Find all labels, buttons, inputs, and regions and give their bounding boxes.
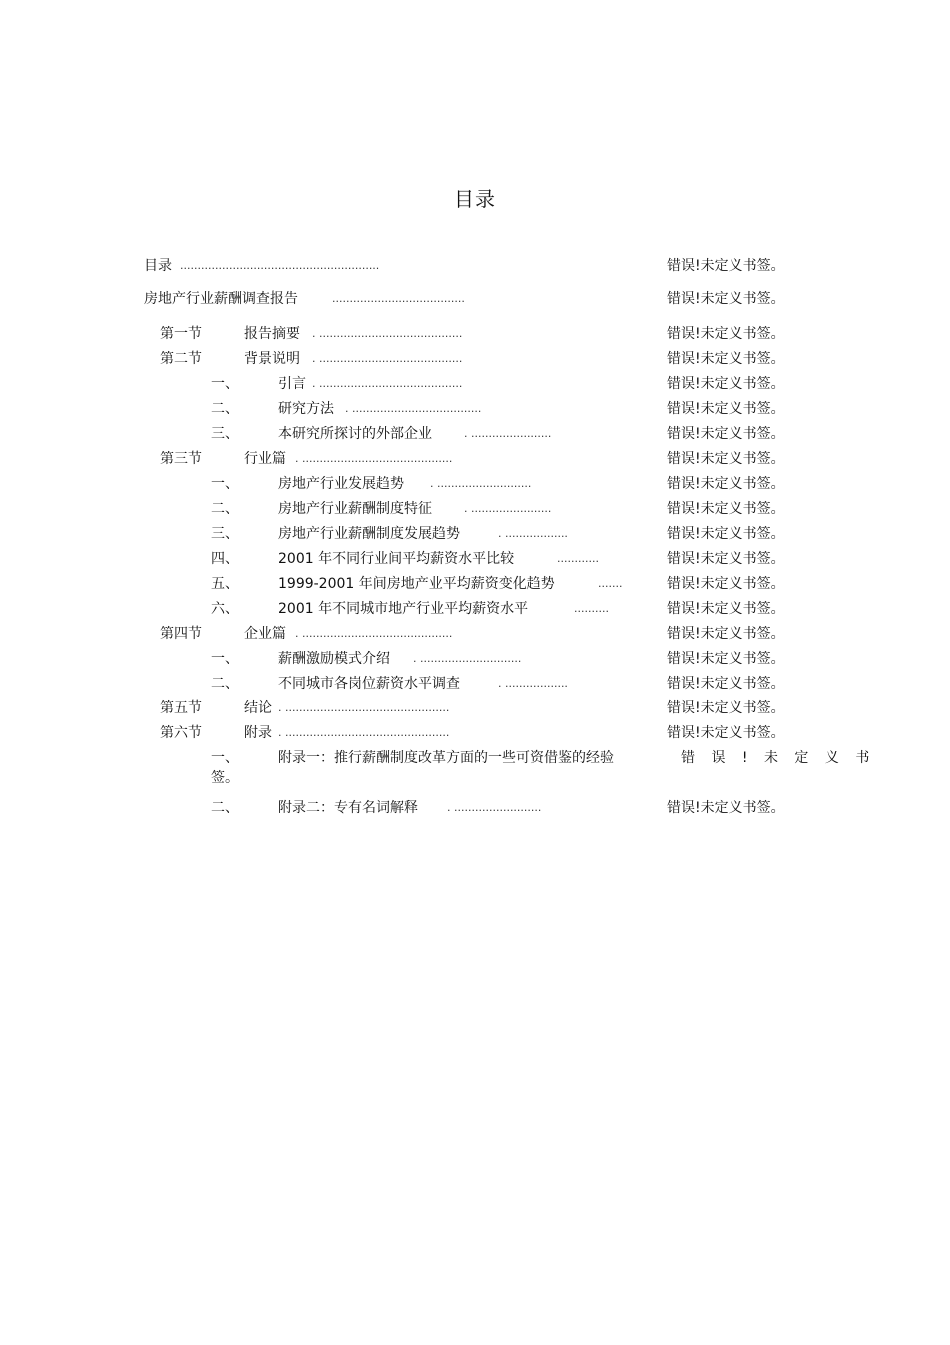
toc-leader-dots: . ......................................... [312, 377, 463, 390]
toc-entry-subsection[interactable] [0, 374, 950, 394]
toc-page-ref: 错误!未定义书签。 [667, 576, 785, 592]
toc-subsection-number: 二、 [211, 501, 239, 517]
toc-page-ref: 错误!未定义书签。 [667, 291, 785, 307]
toc-page-ref: 错误!未定义书签。 [667, 351, 785, 367]
toc-section-number: 第一节 [160, 326, 202, 342]
toc-page-ref: 错误!未定义书签。 [667, 401, 785, 417]
toc-entry-title: 本研究所探讨的外部企业 [278, 426, 432, 442]
toc-subsection-number: 一、 [211, 476, 239, 492]
toc-page-ref: 错误!未定义书签。 [667, 651, 785, 667]
toc-entry-subsection[interactable] [0, 499, 950, 519]
toc-section-number: 第六节 [160, 725, 202, 741]
toc-entry-title: 2001 年不同城市地产行业平均薪资水平 [278, 601, 529, 617]
toc-entry-title: 目录 [144, 258, 172, 274]
toc-leader-dots: . ......................................... [312, 327, 463, 340]
toc-subsection-number: 一、 [211, 750, 239, 766]
toc-entry-contents[interactable] [0, 256, 950, 276]
toc-subsection-number: 一、 [211, 651, 239, 667]
toc-leader-dots: ......................................................... [180, 259, 380, 272]
toc-subsection-number: 四、 [211, 551, 239, 567]
toc-subsection-number: 二、 [211, 676, 239, 692]
toc-entry-title: 行业篇 [244, 451, 286, 467]
toc-page-ref: 错误!未定义书签。 [667, 800, 785, 816]
toc-leader-dots: ...................................... [332, 292, 465, 305]
toc-leader-dots: ............ [557, 552, 599, 565]
toc-entry-title: 企业篇 [244, 626, 286, 642]
toc-entry-title: 背景说明 [244, 351, 300, 367]
toc-page-ref: 错误!未定义书签。 [667, 551, 785, 567]
toc-section-number: 第二节 [160, 351, 202, 367]
toc-entry-subsection[interactable] [0, 474, 950, 494]
toc-page-ref: 错误!未定义书签。 [667, 526, 785, 542]
toc-page-ref: 错误!未定义书签。 [667, 725, 785, 741]
toc-entry-subsection[interactable] [0, 549, 950, 569]
toc-entry-section-3[interactable] [0, 449, 950, 469]
toc-section-number: 第四节 [160, 626, 202, 642]
toc-leader-dots: . .................. [498, 677, 568, 690]
toc-entry-subsection[interactable] [0, 674, 950, 694]
toc-entry-title: 1999-2001 年间房地产业平均薪资变化趋势 [278, 576, 555, 592]
toc-page-ref: 错误!未定义书签。 [667, 626, 785, 642]
toc-page-ref: 错误!未定义书签。 [667, 676, 785, 692]
toc-subsection-number: 五、 [211, 576, 239, 592]
toc-page-ref: 错误!未定义书签。 [667, 426, 785, 442]
toc-entry-subsection[interactable] [0, 574, 950, 594]
toc-entry-subsection[interactable] [0, 424, 950, 444]
toc-entry-subsection[interactable] [0, 399, 950, 419]
toc-entry-title: 结论 [244, 700, 272, 716]
toc-entry-title: 不同城市各岗位薪资水平调查 [278, 676, 460, 692]
toc-page-ref: 错误!未定义书签。 [667, 326, 785, 342]
toc-leader-dots: . ........................... [430, 477, 532, 490]
toc-entry-section-6[interactable] [0, 723, 950, 743]
toc-entry-title: 房地产行业薪酬制度特征 [278, 501, 432, 517]
toc-entry-title: 附录二：专有名词解释 [278, 800, 418, 816]
toc-entry-report[interactable] [0, 289, 950, 309]
toc-page-ref: 错误!未定义书签。 [667, 451, 785, 467]
toc-section-number: 第三节 [160, 451, 202, 467]
toc-entry-section-1[interactable] [0, 324, 950, 344]
toc-page-ref-continuation: 签。 [211, 770, 239, 786]
toc-leader-dots: . .................. [498, 527, 568, 540]
toc-leader-dots: . ........................................... [295, 452, 453, 465]
page-title: 目录 [454, 187, 496, 211]
toc-entry-title: 附录 [244, 725, 272, 741]
toc-subsection-number: 二、 [211, 401, 239, 417]
toc-leader-dots: . ......................... [447, 801, 542, 814]
toc-entry-subsection[interactable] [0, 524, 950, 544]
toc-subsection-number: 一、 [211, 376, 239, 392]
toc-entry-subsection[interactable] [0, 599, 950, 619]
toc-subsection-number: 三、 [211, 426, 239, 442]
toc-leader-dots: .......... [574, 602, 609, 615]
toc-leader-dots: ....... [598, 577, 623, 590]
toc-subsection-number: 二、 [211, 800, 239, 816]
toc-entry-title: 附录一：推行薪酬制度改革方面的一些可资借鉴的经验 [278, 750, 614, 766]
toc-entry-appendix-1[interactable] [0, 748, 950, 790]
toc-page-ref: 错误!未定义书签。 [667, 476, 785, 492]
toc-entry-title: 房地产行业发展趋势 [278, 476, 404, 492]
toc-subsection-number: 三、 [211, 526, 239, 542]
toc-leader-dots: . ........................................... [295, 627, 453, 640]
toc-page-ref: 错误!未定义书签。 [667, 501, 785, 517]
toc-entry-title: 房地产行业薪酬制度发展趋势 [278, 526, 460, 542]
toc-leader-dots: . ............................................... [278, 701, 450, 714]
toc-page-ref-wrapped: 错 误 ! 未 定 义 书 [681, 750, 876, 766]
toc-entry-title: 研究方法 [278, 401, 334, 417]
toc-entry-section-4[interactable] [0, 624, 950, 644]
toc-leader-dots: . ............................................... [278, 726, 450, 739]
toc-entry-appendix-2[interactable] [0, 798, 950, 818]
toc-page-ref: 错误!未定义书签。 [667, 601, 785, 617]
toc-entry-title: 报告摘要 [244, 326, 300, 342]
toc-page-ref: 错误!未定义书签。 [667, 376, 785, 392]
toc-leader-dots: . ............................. [413, 652, 522, 665]
toc-entry-title: 引言 [278, 376, 306, 392]
toc-entry-section-5[interactable] [0, 698, 950, 718]
toc-leader-dots: . ..................................... [345, 402, 482, 415]
toc-entry-title: 薪酬激励模式介绍 [278, 651, 390, 667]
toc-entry-title: 2001 年不同行业间平均薪资水平比较 [278, 551, 515, 567]
toc-entry-subsection[interactable] [0, 649, 950, 669]
toc-entry-section-2[interactable] [0, 349, 950, 369]
toc-page-ref: 错误!未定义书签。 [667, 258, 785, 274]
toc-leader-dots: . ......................................... [312, 352, 463, 365]
toc-entry-title: 房地产行业薪酬调查报告 [144, 291, 298, 307]
toc-section-number: 第五节 [160, 700, 202, 716]
toc-page-ref: 错误!未定义书签。 [667, 700, 785, 716]
toc-leader-dots: . ....................... [464, 427, 552, 440]
toc-subsection-number: 六、 [211, 601, 239, 617]
toc-leader-dots: . ....................... [464, 502, 552, 515]
